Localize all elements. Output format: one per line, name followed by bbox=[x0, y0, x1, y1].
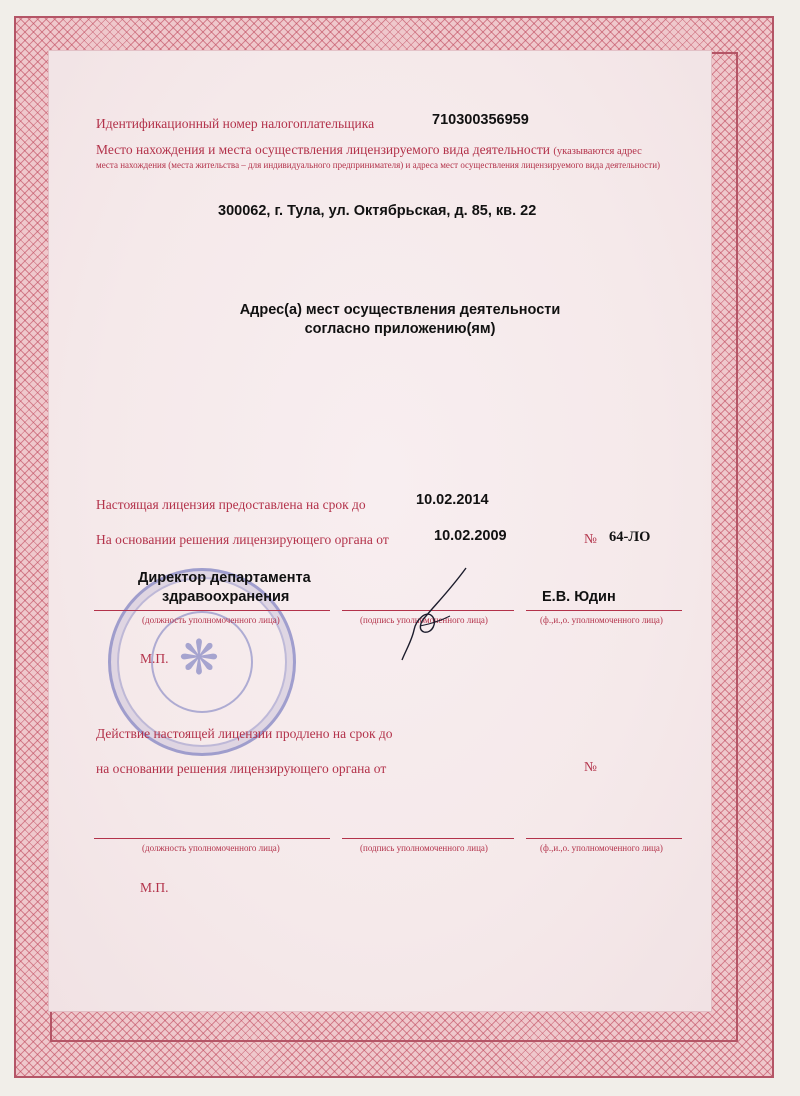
extension-caption-name: (ф.,и.,о. уполномоченного лица) bbox=[540, 843, 663, 853]
name-underline bbox=[526, 610, 682, 611]
extension-mp-label: М.П. bbox=[140, 880, 169, 895]
location-note-2: места нахождения (места жительства – для индивидуального предпринимателя) и адреса мест осуществления лицензируемого вида деятельности) bbox=[96, 160, 661, 170]
inn-label: Идентификационный номер налогоплательщика bbox=[96, 116, 375, 131]
term-label: Настоящая лицензия предоставлена на срок до bbox=[96, 497, 366, 512]
activity-line-2: согласно приложению(ям) bbox=[304, 321, 496, 337]
basis-number: 64-ЛО bbox=[609, 529, 651, 545]
basis-label: На основании решения лицензирующего органа от bbox=[96, 532, 389, 547]
extension-position-underline bbox=[94, 838, 330, 839]
basis-number-sign: № bbox=[584, 531, 597, 546]
extension-label: Действие настоящей лицензии продлено на срок до bbox=[96, 726, 393, 741]
caption-position: (должность уполномоченного лица) bbox=[142, 615, 280, 625]
location-label-text: Место нахождения и места осуществления лицензируемого вида деятельности bbox=[96, 142, 551, 157]
basis-date: 10.02.2009 bbox=[434, 528, 507, 544]
mp-label: М.П. bbox=[140, 651, 169, 666]
location-label bbox=[96, 142, 642, 158]
signatory-position-1: Директор департамента bbox=[138, 570, 311, 586]
signatory-position-2: здравоохранения bbox=[162, 589, 290, 605]
term-date: 10.02.2014 bbox=[416, 492, 489, 508]
handwritten-signature bbox=[380, 560, 490, 670]
extension-signature-underline bbox=[342, 838, 514, 839]
extension-caption-position: (должность уполномоченного лица) bbox=[142, 843, 280, 853]
inn-value: 710300356959 bbox=[432, 112, 529, 128]
extension-number-sign: № bbox=[584, 759, 597, 774]
address: 300062, г. Тула, ул. Октябрьская, д. 85, кв. 22 bbox=[218, 203, 537, 219]
position-underline bbox=[94, 610, 330, 611]
caption-signature: (подпись уполномоченного лица) bbox=[360, 615, 488, 625]
caption-name: (ф.,и.,о. уполномоченного лица) bbox=[540, 615, 663, 625]
location-note-1: (указываются адрес bbox=[553, 146, 642, 157]
eagle-emblem-icon: ❋ bbox=[178, 632, 220, 685]
extension-basis-label: на основании решения лицензирующего органа от bbox=[96, 761, 387, 776]
signatory-name: Е.В. Юдин bbox=[542, 589, 616, 605]
extension-name-underline bbox=[526, 838, 682, 839]
extension-caption-signature: (подпись уполномоченного лица) bbox=[360, 843, 488, 853]
activity-line-1: Адрес(а) мест осуществления деятельности bbox=[239, 302, 561, 318]
